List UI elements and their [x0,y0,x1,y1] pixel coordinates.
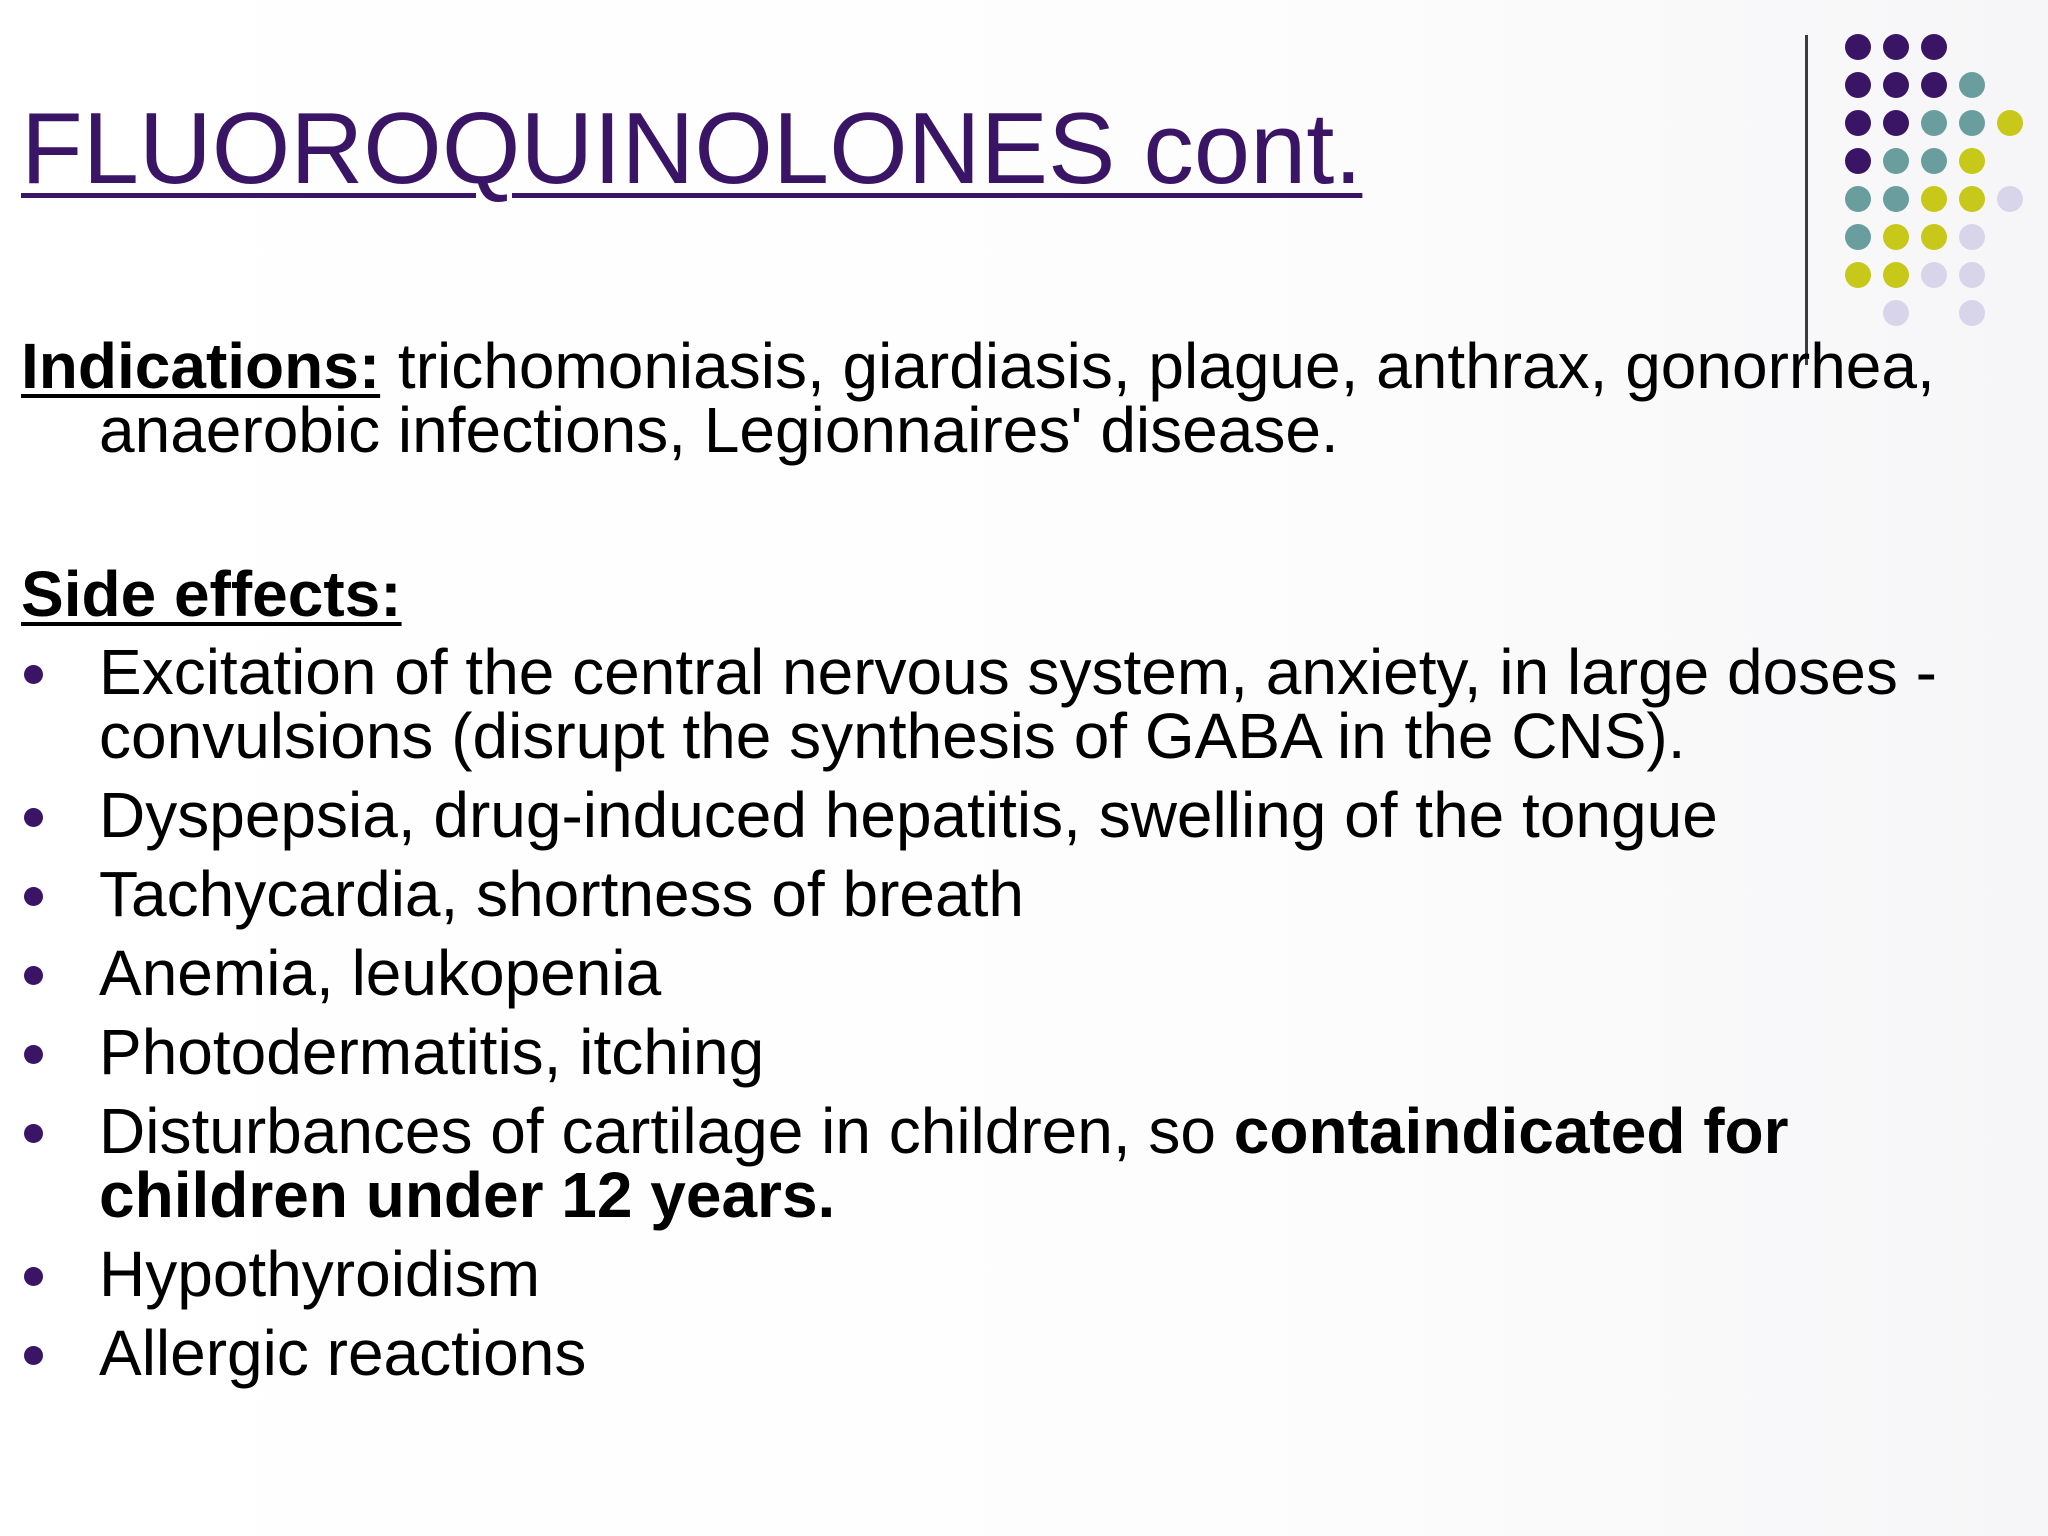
decorative-dot [1959,186,1985,212]
decorative-dot [1845,110,1871,136]
bullet-icon [24,1346,43,1365]
decorative-dot [1883,224,1909,250]
slide-title: FLUOROQUINOLONES cont. [21,93,1363,205]
side-effect-item [21,779,2011,851]
side-effect-item [21,636,2011,772]
decorative-dot [1883,110,1909,136]
decorative-dot [1883,262,1909,288]
side-effect-text: Anemia, leukopenia [99,937,662,1009]
side-effect-item [21,937,2011,1009]
decorative-dot [1845,262,1871,288]
side-effect-text: Excitation of the central nervous system, anxiety, in large doses - convulsions (disrupt the synthesis of GABA in the CNS). [99,636,1937,772]
bullet-icon [24,1045,43,1064]
decorative-dot [1959,110,1985,136]
side-effect-item [21,1238,2011,1310]
bullet-icon [24,808,43,827]
side-effect-text: Photodermatitis, itching [99,1016,765,1088]
decorative-dot [1997,186,2023,212]
decorative-dot [1959,300,1985,326]
decorative-dot [1921,72,1947,98]
decorative-dot [1921,148,1947,174]
decorative-dot [1883,34,1909,60]
side-effects-heading [21,558,2011,630]
decorative-dot [1959,148,1985,174]
vertical-rule [1805,35,1808,365]
bullet-icon [24,665,43,684]
decorative-dot [1845,224,1871,250]
side-effect-item [21,858,2011,930]
side-effect-item [21,1016,2011,1088]
bullet-icon [24,1267,43,1286]
decorative-dot [1921,186,1947,212]
decorative-dot [1959,262,1985,288]
decorative-dot [1997,110,2023,136]
decorative-dot [1921,110,1947,136]
decorative-dot [1959,72,1985,98]
decorative-dot [1921,262,1947,288]
indications-paragraph [21,330,2011,466]
side-effect-text: Disturbances of cartilage in children, so [99,1095,1234,1167]
decorative-dot [1883,72,1909,98]
side-effect-text: Hypothyroidism [99,1238,541,1310]
decorative-dot [1921,224,1947,250]
bullet-icon [24,887,43,906]
decorative-dot [1959,224,1985,250]
decorative-dot [1845,72,1871,98]
side-effect-text: Dyspepsia, drug-induced hepatitis, swelling of the tongue [99,779,1718,851]
decorative-dot [1845,186,1871,212]
side-effect-item [21,1095,2011,1231]
slide-content [21,330,2011,1400]
decorative-dot [1883,300,1909,326]
side-effect-text: Allergic reactions [99,1317,587,1389]
side-effects-list [21,636,2011,1389]
decorative-dot [1845,34,1871,60]
side-effect-item [21,1317,2011,1389]
decorative-dot [1883,148,1909,174]
side-effects-heading-label: Side effects: [21,558,402,630]
side-effect-bold-text: containdicated for children under 12 years. [99,1095,1789,1231]
bullet-icon [24,966,43,985]
decorative-dot [1883,186,1909,212]
indications-text: trichomoniasis, giardiasis, plague, anthrax, gonorrhea, anaerobic infections, Legionnaires' disease. [99,330,1935,466]
decorative-dot [1921,34,1947,60]
decorative-dot [1845,148,1871,174]
indications-label: Indications: [21,330,381,402]
side-effect-text: Tachycardia, shortness of breath [99,858,1024,930]
bullet-icon [24,1124,43,1143]
